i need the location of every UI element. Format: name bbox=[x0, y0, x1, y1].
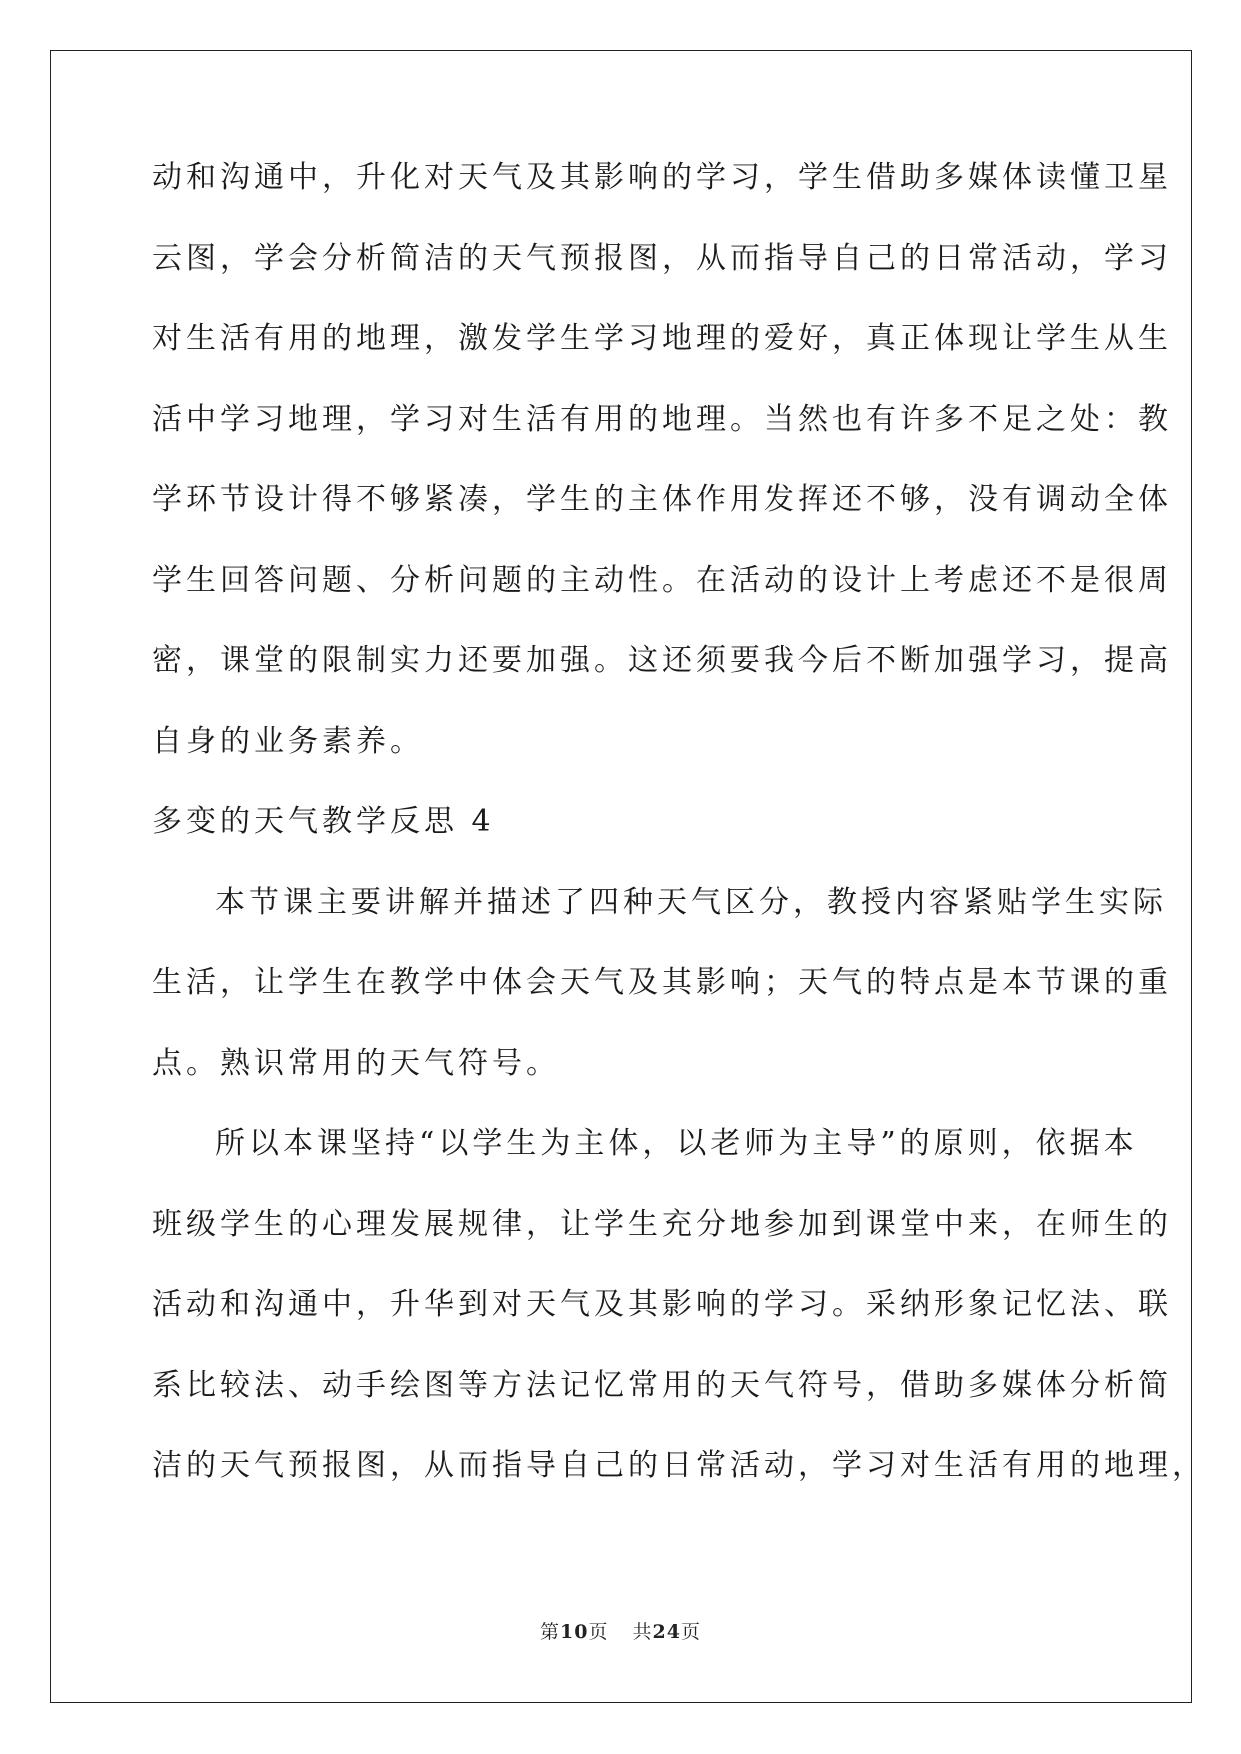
page-footer bbox=[0, 1617, 1241, 1644]
text-line: 班级学生的心理发展规律，让学生充分地参加到课堂中来，在师生的 bbox=[152, 1206, 1172, 1242]
section-heading: 多变的天气教学反思 4 bbox=[152, 804, 495, 839]
text-line: 学生回答问题、分析问题的主动性。在活动的设计上考虑还不是很周 bbox=[152, 562, 1172, 598]
page-total: 24 bbox=[652, 1621, 681, 1643]
total-unit: 页 bbox=[680, 1621, 701, 1643]
text-line: 对生活有用的地理，激发学生学习地理的爱好，真正体现让学生从生 bbox=[152, 321, 1172, 356]
page-current: 10 bbox=[560, 1621, 589, 1643]
page-prefix: 第 bbox=[540, 1621, 561, 1643]
text-line: 密，课堂的限制实力还要加强。这还须要我今后不断加强学习，提高 bbox=[152, 643, 1172, 678]
paragraph-start-line: 所以本课坚持“以学生为主体，以老师为主导”的原则，依据本 bbox=[215, 1126, 1138, 1161]
text-line: 活中学习地理，学习对生活有用的地理。当然也有许多不足之处：教 bbox=[152, 401, 1172, 437]
text-line: 自身的业务素养。 bbox=[152, 723, 424, 759]
text-line: 洁的天气预报图，从而指导自己的日常活动，学习对生活有用的地理， bbox=[152, 1448, 1206, 1483]
text-line: 生活，让学生在教学中体会天气及其影响；天气的特点是本节课的重 bbox=[152, 965, 1172, 1000]
total-prefix: 共 bbox=[632, 1621, 653, 1643]
text-line: 动和沟通中，升化对天气及其影响的学习，学生借助多媒体读懂卫星 bbox=[152, 160, 1172, 195]
document-body bbox=[152, 160, 1206, 1529]
page-unit: 页 bbox=[588, 1621, 609, 1643]
text-line: 点。熟识常用的天气符号。 bbox=[152, 1045, 560, 1081]
text-line: 系比较法、动手绘图等方法记忆常用的天气符号，借助多媒体分析简 bbox=[152, 1367, 1172, 1403]
text-line: 活动和沟通中，升华到对天气及其影响的学习。采纳形象记忆法、联 bbox=[152, 1287, 1172, 1322]
paragraph-start-line: 本节课主要讲解并描述了四种天气区分，教授内容紧贴学生实际 bbox=[215, 884, 1167, 920]
text-line: 学环节设计得不够紧凑，学生的主体作用发挥还不够，没有调动全体 bbox=[152, 482, 1172, 517]
text-line: 云图，学会分析简洁的天气预报图，从而指导自己的日常活动，学习 bbox=[152, 240, 1172, 276]
